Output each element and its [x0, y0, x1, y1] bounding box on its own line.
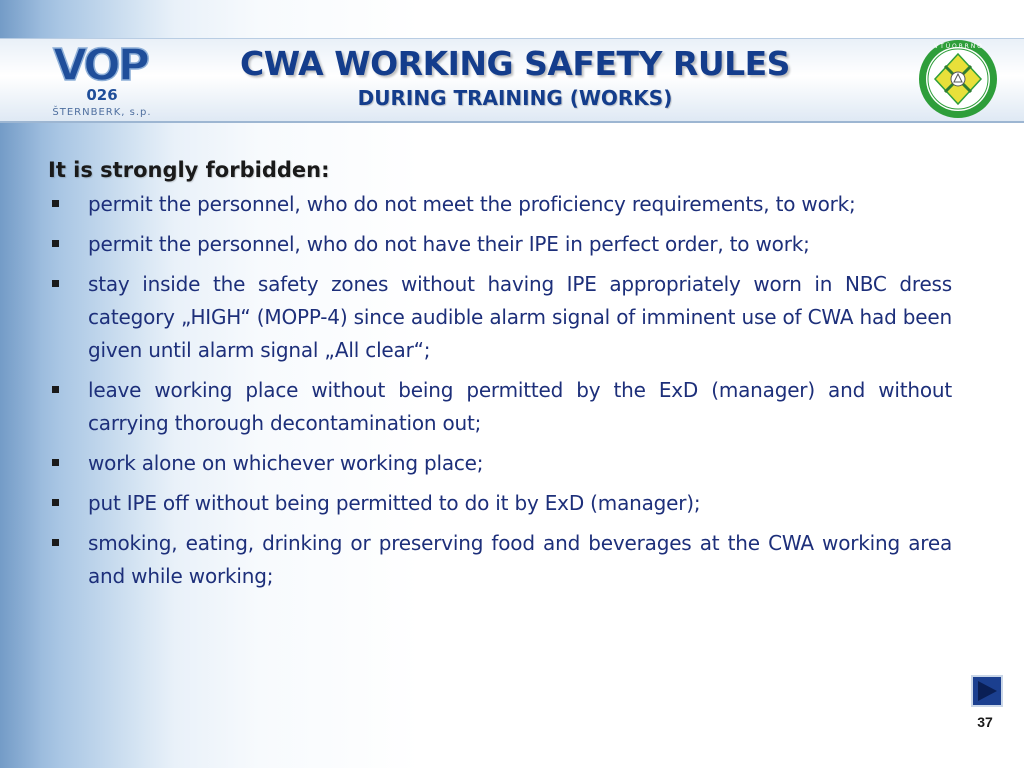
list-item-text: leave working place without being permitted by the ExD (manager) and without carrying thorough decontamination out; — [88, 378, 952, 435]
list-item-text: permit the personnel, who do not have their IPE in perfect order, to work; — [88, 232, 810, 256]
seal-text: V T Ú O B R N O — [934, 43, 982, 50]
logo-main-text: VOP — [53, 40, 147, 91]
rules-list — [48, 188, 952, 593]
vtuo-seal-icon — [915, 38, 1001, 120]
page-number: 37 — [977, 714, 993, 730]
list-item-text: smoking, eating, drinking or preserving food and beverages at the CWA working area and while working; — [88, 531, 952, 588]
bullet-icon — [52, 280, 59, 287]
bullet-icon — [52, 240, 59, 247]
list-item — [48, 487, 952, 520]
slide-content — [48, 158, 952, 600]
next-slide-button[interactable] — [971, 675, 1003, 707]
list-item — [48, 188, 952, 221]
bullet-icon — [52, 200, 59, 207]
list-item — [48, 268, 952, 367]
play-arrow-icon — [973, 677, 1001, 705]
list-item-text: work alone on whichever working place; — [88, 451, 484, 475]
bullet-icon — [52, 459, 59, 466]
bullet-icon — [52, 539, 59, 546]
list-item-text: stay inside the safety zones without having IPE appropriately worn in NBC dress category „HIGH“ (MOPP-4) since audible alarm signal of imminent use of CWA had been given until alarm signal „All clear“; — [88, 272, 952, 362]
list-item — [48, 374, 952, 440]
list-item-text: permit the personnel, who do not meet the proficiency requirements, to work; — [88, 192, 856, 216]
list-item — [48, 228, 952, 261]
list-item-text: put IPE off without being permitted to do it by ExD (manager); — [88, 491, 701, 515]
list-item — [48, 527, 952, 593]
vop-logo — [30, 40, 170, 118]
logo-sub-text: ŠTERNBERK, s.p. — [52, 107, 152, 118]
logo-number-text: 026 — [86, 86, 118, 104]
content-heading: It is strongly forbidden: — [48, 158, 330, 182]
page-title: CWA WORKING SAFETY RULES — [240, 44, 790, 83]
page-subtitle: DURING TRAINING (WORKS) — [357, 86, 673, 110]
bullet-icon — [52, 499, 59, 506]
bullet-icon — [52, 386, 59, 393]
list-item — [48, 447, 952, 480]
